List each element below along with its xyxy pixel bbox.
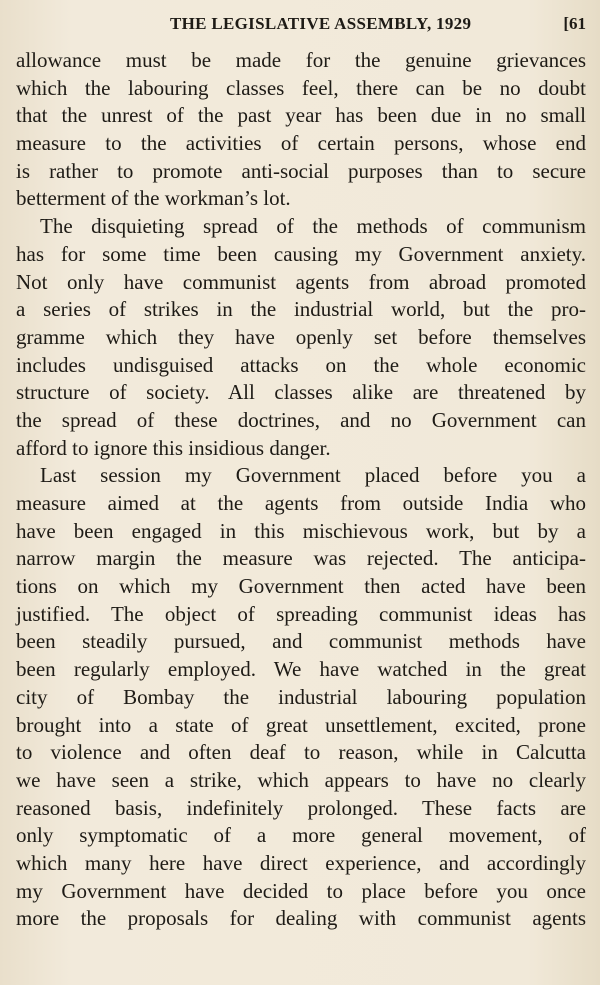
text-line: The disquieting spread of the methods of communism bbox=[40, 214, 586, 239]
paragraph-3 bbox=[16, 462, 586, 933]
running-header bbox=[0, 14, 600, 38]
text-line: measure aimed at the agents from outside India who bbox=[16, 491, 586, 515]
text-line: city of Bombay the industrial labouring population bbox=[16, 684, 586, 709]
text-line: includes undisguised attacks on the whole economic bbox=[16, 352, 586, 377]
text-line: Not only have communist agents from abroad promoted bbox=[16, 269, 586, 294]
text-line: the spread of these doctrines, and no Government can bbox=[16, 407, 586, 432]
text-line: narrow margin the measure was rejected. The anticipa- bbox=[16, 546, 586, 571]
text-line: tions on which my Government then acted have been bbox=[16, 574, 586, 599]
text-line: has for some time been causing my Government anxiety. bbox=[16, 241, 586, 266]
text-line: justified. The object of spreading communist ideas has bbox=[16, 601, 586, 626]
text-line: measure to the activities of certain persons, whose end bbox=[16, 131, 586, 156]
text-line: have been engaged in this mischievous work, but by a bbox=[16, 518, 586, 543]
text-line: reasoned basis, indefinitely prolonged. These facts are bbox=[16, 795, 586, 820]
text-line: betterment of the workman’s lot. bbox=[16, 186, 291, 211]
text-line: gramme which they have openly set before themselves bbox=[16, 324, 586, 349]
text-line: structure of society. All classes alike are threatened by bbox=[16, 380, 586, 405]
running-header-title: THE LEGISLATIVE ASSEMBLY, 1929 bbox=[170, 14, 472, 33]
body-text bbox=[16, 47, 586, 933]
text-line: which the labouring classes feel, there can be no doubt bbox=[16, 75, 586, 100]
text-line: brought into a state of great unsettlement, excited, prone bbox=[16, 712, 586, 737]
text-line: Last session my Government placed before you a bbox=[40, 463, 586, 488]
text-line: more the proposals for dealing with communist agents bbox=[16, 906, 586, 931]
paragraph-1 bbox=[16, 47, 586, 213]
text-line: my Government have decided to place before you once bbox=[16, 878, 586, 903]
text-line: been steadily pursued, and communist methods have bbox=[16, 629, 586, 654]
text-line: to violence and often deaf to reason, while in Calcutta bbox=[16, 740, 586, 765]
text-line: which many here have direct experience, and accordingly bbox=[16, 850, 586, 875]
text-line: afford to ignore this insidious danger. bbox=[16, 435, 331, 460]
text-line: allowance must be made for the genuine grievances bbox=[16, 48, 586, 72]
text-line: only symptomatic of a more general movement, of bbox=[16, 823, 586, 848]
text-line: is rather to promote anti-social purposes than to secure bbox=[16, 158, 586, 183]
text-line: that the unrest of the past year has been due in no small bbox=[16, 103, 586, 128]
text-line: a series of strikes in the industrial world, but the pro- bbox=[16, 297, 586, 322]
text-line: we have seen a strike, which appears to have no clearly bbox=[16, 767, 586, 792]
page-number: [61 bbox=[563, 14, 586, 33]
text-line: been regularly employed. We have watched in the great bbox=[16, 657, 586, 682]
paragraph-2 bbox=[16, 213, 586, 462]
